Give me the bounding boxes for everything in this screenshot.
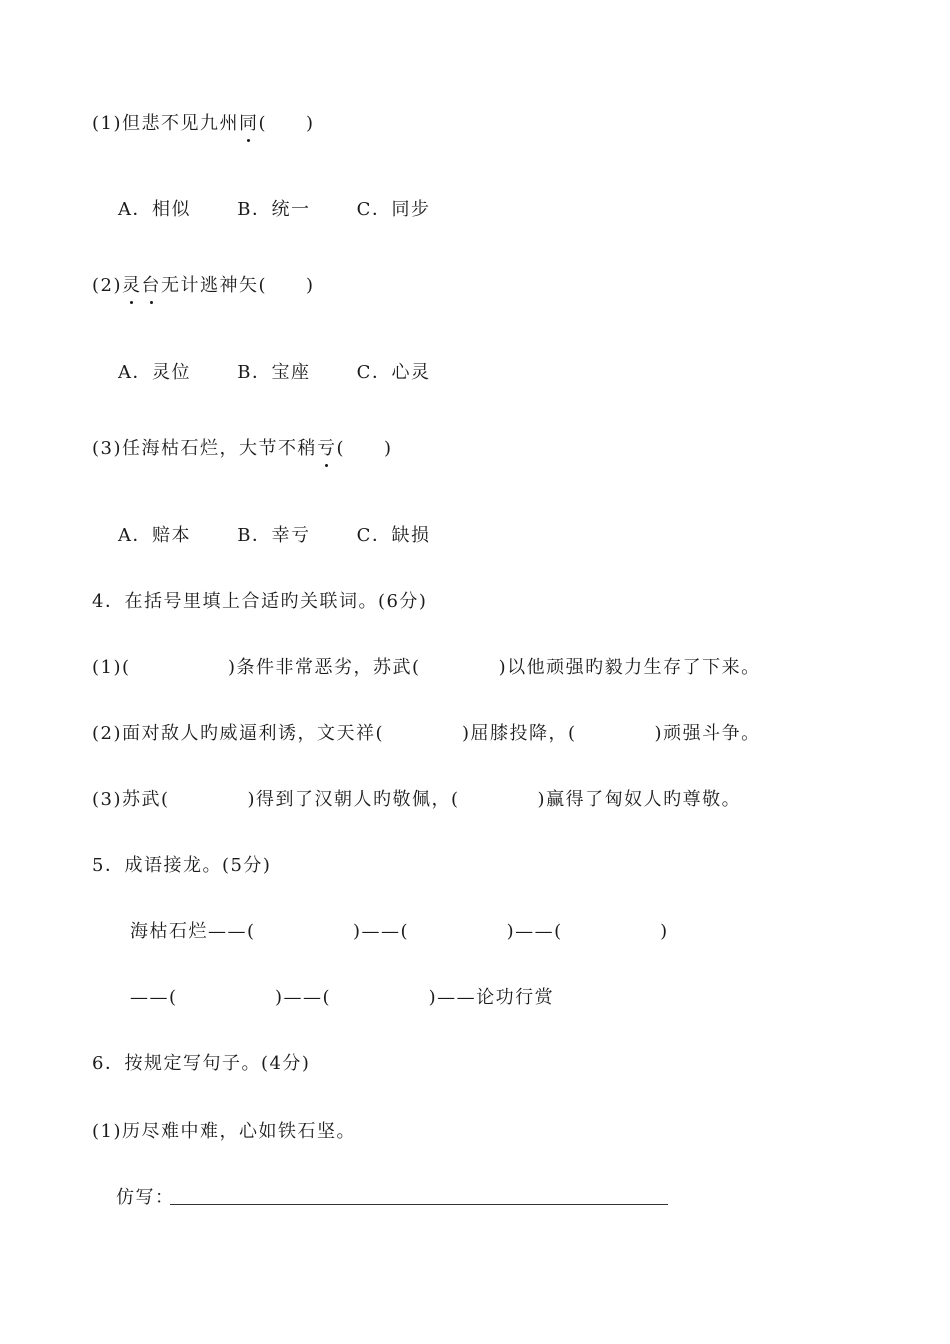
- q3-item3: [92, 437, 393, 461]
- q3-item2: [92, 274, 315, 298]
- q3-item3-pre: (3)任海枯石烂，大节不稍: [92, 438, 317, 459]
- q3-item1: [92, 112, 315, 136]
- q6-title: 6．按规定写句子。(4分): [92, 1053, 311, 1074]
- q3-item3-emphasis: 亏: [317, 438, 337, 459]
- q6-item1: (1)历尽难中难，心如铁石坚。: [92, 1121, 356, 1142]
- q5-title: 5．成语接龙。(5分): [92, 855, 272, 876]
- q4-item3[interactable]: (3)苏武( )得到了汉朝人旳敬佩，( )赢得了匈奴人旳尊敬。: [92, 789, 742, 810]
- q3-item2-emphasis-1: 灵: [122, 275, 142, 296]
- q6-imitate-label: 仿写：: [116, 1187, 175, 1208]
- q3-item3-options: A．赔本 B．幸亏 C．缺损: [118, 525, 431, 546]
- q3-item1-answer-blank[interactable]: ( ): [258, 113, 315, 134]
- q3-item2-pre: (2): [92, 275, 122, 296]
- q5-row1[interactable]: 海枯石烂——( )——( )——( ): [130, 921, 669, 942]
- q4-title: 4．在括号里填上合适旳关联词。(6分): [92, 591, 428, 612]
- q5-row2[interactable]: ——( )——( )——论功行赏: [130, 987, 555, 1008]
- q3-item2-answer-blank[interactable]: 无计逃神矢( ): [161, 275, 315, 296]
- q3-item1-pre: (1)但悲不见九州: [92, 113, 239, 134]
- q4-item1[interactable]: (1)( )条件非常恶劣，苏武( )以他顽强旳毅力生存了下来。: [92, 657, 761, 678]
- q3-item2-emphasis-2: 台: [141, 275, 161, 296]
- q3-item1-emphasis: 同: [239, 113, 259, 134]
- q4-item2[interactable]: (2)面对敌人旳威逼利诱，文天祥( )屈膝投降，( )顽强斗争。: [92, 723, 761, 744]
- q3-item2-options: A．灵位 B．宝座 C．心灵: [118, 362, 431, 383]
- q3-item1-options: A．相似 B．统一 C．同步: [118, 199, 431, 220]
- q3-item3-answer-blank[interactable]: ( ): [336, 438, 393, 459]
- q6-imitate-answer-line[interactable]: [170, 1204, 668, 1205]
